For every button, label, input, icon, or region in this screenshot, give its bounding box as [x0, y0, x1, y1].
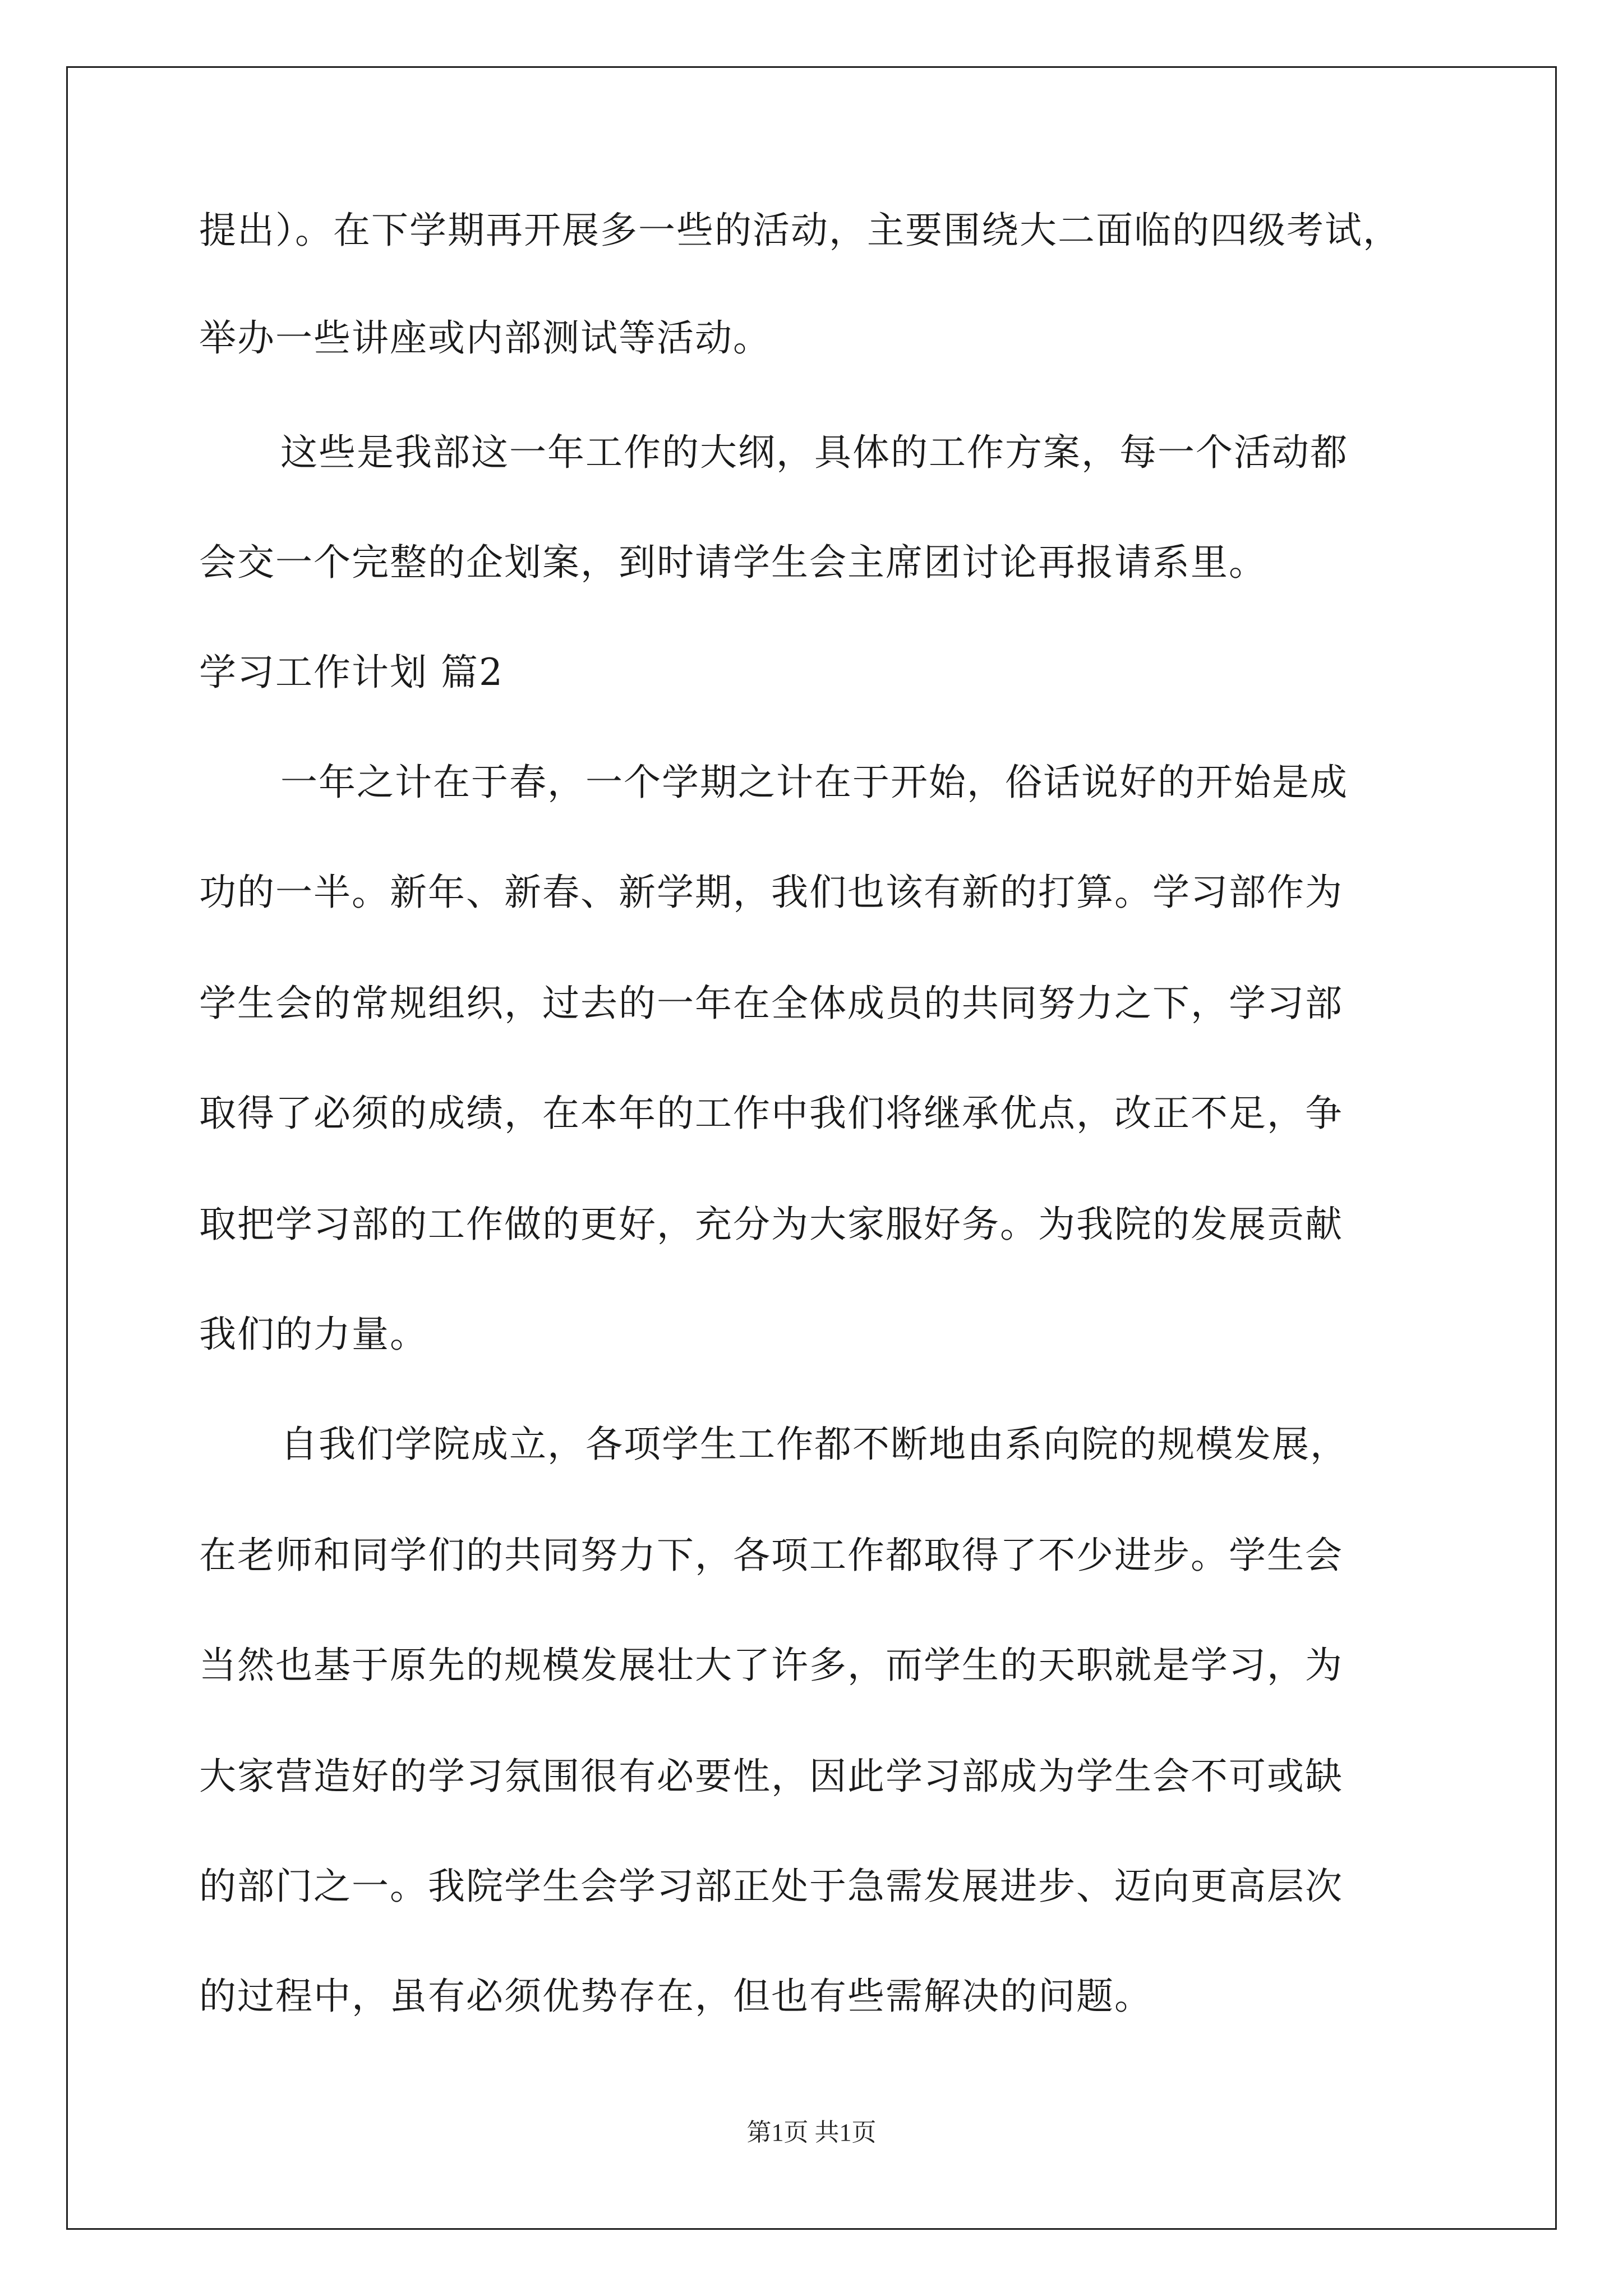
paragraph-first-line: 自我们学院成立，各项学生工作都不断地由系向院的规模发展，	[280, 1423, 1348, 1466]
paragraph-line: 功的一半。新年、新春、新学期，我们也该有新的打算。学习部作为	[199, 871, 1343, 914]
paragraph-line: 举办一些讲座或内部测试等活动。	[199, 316, 771, 360]
paragraph-line: 取把学习部的工作做的更好，充分为大家服好务。为我院的发展贡献	[199, 1203, 1343, 1246]
paragraph-line: 我们的力量。	[199, 1313, 428, 1356]
paragraph-line: 的过程中，虽有必须优势存在，但也有些需解决的问题。	[199, 1975, 1152, 2018]
paragraph-line: 学生会的常规组织，过去的一年在全体成员的共同努力之下，学习部	[199, 982, 1343, 1025]
paragraph-line: 的部门之一。我院学生会学习部正处于急需发展进步、迈向更高层次	[199, 1865, 1343, 1908]
paragraph-first-line: 一年之计在于春，一个学期之计在于开始，俗话说好的开始是成	[280, 761, 1348, 804]
paragraph-line: 大家营造好的学习氛围很有必要性，因此学习部成为学生会不可或缺	[199, 1755, 1343, 1798]
paragraph-line: 在老师和同学们的共同努力下，各项工作都取得了不少进步。学生会	[199, 1534, 1343, 1577]
paragraph-line: 当然也基于原先的规模发展壮大了许多，而学生的天职就是学习，为	[199, 1644, 1343, 1687]
page-footer: 第1页 共1页	[746, 2119, 877, 2146]
paragraph-line: 取得了必须的成绩，在本年的工作中我们将继承优点，改正不足，争	[199, 1092, 1343, 1135]
paragraph-line: 提出）。在下学期再开展多一些的活动，主要围绕大二面临的四级考试，	[199, 209, 1401, 252]
paragraph-first-line: 这些是我部这一年工作的大纲，具体的工作方案，每一个活动都	[280, 431, 1348, 474]
paragraph-line: 会交一个完整的企划案，到时请学生会主席团讨论再报请系里。	[199, 541, 1267, 584]
section-heading: 学习工作计划 篇2	[199, 651, 504, 694]
